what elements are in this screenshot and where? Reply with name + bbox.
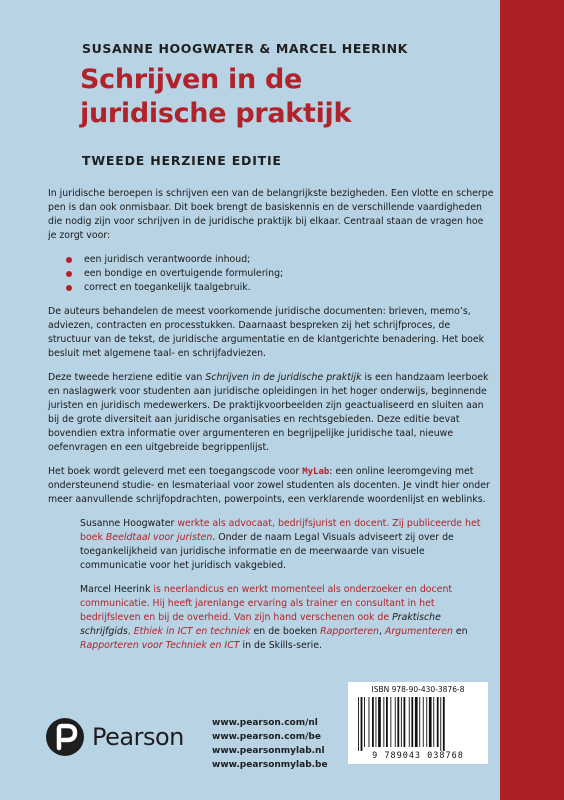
barcode-bar bbox=[404, 697, 406, 747]
barcode-bar bbox=[443, 697, 445, 751]
url-link: www.pearson.com/be bbox=[212, 732, 321, 742]
barcode-bar bbox=[378, 697, 381, 747]
barcode-bar bbox=[369, 697, 370, 747]
url-link: www.pearson.com/nl bbox=[212, 718, 318, 728]
bullet-item: een juridisch verantwoorde inhoud; bbox=[66, 253, 494, 267]
barcode-bar bbox=[386, 697, 388, 747]
documents-paragraph: De auteurs behandelen de meest voorkomende juridische documenten: brieven, memo’s, adviezen, contracten en processtukken. Daarnaast bespreken zij het schrijfproces, de structuur van de tekst, de juridische argumentatie en de klantgerichte benadering. Het boek besluit met algemene taal- en schrijfadviezen. bbox=[48, 306, 485, 359]
authors: SUSANNE HOOGWATER & MARCEL HEERINK bbox=[82, 41, 408, 56]
isbn-label: ISBN 978-90-430-3876-8 bbox=[371, 685, 465, 694]
url-link: www.pearsonmylab.be bbox=[212, 760, 328, 770]
barcode-icon bbox=[358, 697, 478, 751]
barcode-bar bbox=[415, 697, 418, 747]
publisher-logo bbox=[46, 718, 184, 756]
blurb bbox=[48, 187, 494, 663]
url-link: www.pearsonmylab.nl bbox=[212, 746, 325, 756]
bullet-item: een bondige en overtuigende formulering; bbox=[66, 267, 494, 281]
bullet-list bbox=[48, 253, 494, 295]
isbn-digits: 9 789043 038768 bbox=[372, 751, 464, 761]
barcode-bar bbox=[390, 697, 391, 747]
barcode-bar bbox=[358, 697, 359, 751]
bullet-dot-icon bbox=[66, 285, 72, 291]
book-title bbox=[80, 63, 351, 131]
barcode-bar bbox=[426, 697, 427, 747]
barcode-bar bbox=[440, 697, 441, 751]
barcode-bar bbox=[376, 697, 377, 747]
author-bio-heerink: Marcel Heerink is neerlandicus en werkt momenteel als onderzoeker en docent communicatie. Hij heeft jarenlange ervaring als trainer en consultant in het bedrijfsleven en bij de overheid. Van zijn hand verschenen ook de Praktische schrijfgids, Ethiek in ICT en techniek en de boeken Rapporteren, Argumenteren en Rapporteren voor Techniek en ICT in de Skills-serie. bbox=[80, 584, 468, 651]
barcode-bar bbox=[372, 697, 374, 747]
barcode-box bbox=[348, 682, 488, 764]
barcode-bar bbox=[433, 697, 434, 747]
edition-paragraph: Deze tweede herziene editie van Schrijven in de juridische praktijk is een handzaam leerboek en naslagwerk voor studenten aan juridische opleidingen in het hoger onderwijs, beginnende juristen en juridisch medewerkers. De praktijkvoorbeelden zijn geactualiseerd en sluiten aan bij de grote diversiteit aan juridische organisaties en rechtsgebieden. Deze editie bevat bovendien extra informatie over argumenteren en begrijpelijke juridische taal, nieuwe oefenvragen en een uitgebreide begrippenlijst. bbox=[48, 372, 489, 453]
barcode-bar bbox=[419, 697, 420, 747]
barcode-bar bbox=[397, 697, 399, 747]
author-bio-hoogwater: Susanne Hoogwater werkte als advocaat, bedrijfsjurist en docent. Zij publiceerde het boek Beeldtaal voor juristen. Onder de naam Legal Visuals adviseert zij over de toegankelijkheid van juridische informatie en de meerwaarde van visuele communicatie voor het juridisch vakgebied. bbox=[80, 518, 481, 571]
barcode-bar bbox=[383, 697, 384, 747]
intro-paragraph: In juridische beroepen is schrijven een van de belangrijkste bezigheden. Een vlotte en scherpe pen is dan ook onmisbaar. Dit boek brengt de basiskennis en de verschillende vaardigheden die nodig zijn voor schrijven in de juridische praktijk bij elkaar. Centraal staan de vragen hoe je zorgt voor: bbox=[48, 188, 494, 241]
edition-label: TWEEDE HERZIENE EDITIE bbox=[82, 153, 282, 168]
book-title-inline: Schrijven in de juridische praktijk bbox=[205, 372, 362, 383]
barcode-bar bbox=[409, 697, 410, 747]
barcode-bar bbox=[423, 697, 424, 747]
bullet-dot-icon bbox=[66, 271, 72, 277]
barcode-bar bbox=[395, 697, 396, 747]
barcode-bar bbox=[429, 697, 432, 747]
barcode-bar bbox=[437, 697, 439, 747]
bullet-dot-icon bbox=[66, 257, 72, 263]
publisher-name: Pearson bbox=[92, 723, 184, 751]
title-line-2: juridische praktijk bbox=[80, 98, 352, 129]
spine bbox=[500, 0, 564, 800]
title-line-1: Schrijven in de bbox=[80, 64, 303, 95]
mylab-paragraph: Het boek wordt geleverd met een toegangscode voor MyLab: een online leeromgeving met ondersteunend studie- en lesmateriaal voor zowel studenten als docenten. Je vindt hier onder meer aanvullende schrijfopdrachten, powerpoints, een verklarende woordenlijst en weblinks. bbox=[48, 466, 490, 505]
barcode-bar bbox=[361, 697, 363, 751]
barcode-bar bbox=[411, 697, 413, 747]
publisher-urls bbox=[212, 716, 328, 772]
pearson-logo-icon bbox=[46, 718, 84, 756]
barcode-bar bbox=[364, 697, 365, 747]
mylab-brand: MyLab bbox=[302, 467, 330, 477]
barcode-bar bbox=[401, 697, 402, 747]
bullet-item: correct en toegankelijk taalgebruik. bbox=[66, 281, 494, 295]
